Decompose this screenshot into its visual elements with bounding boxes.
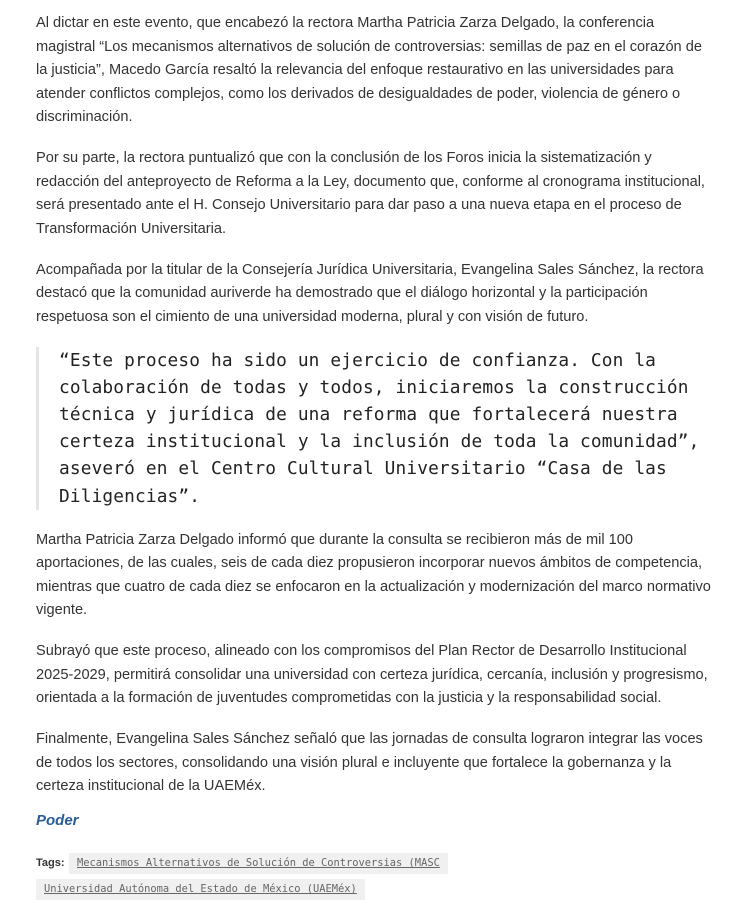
article-paragraph: Al dictar en este evento, que encabezó la rectora Martha Patricia Zarza Delgado, la conferencia magistral “Los mecanismos alternativos de solución de controversias: semillas de paz en el corazón de la justicia”, Macedo García resaltó la relevancia del enfoque restaurativo en las universidades para atender conflictos complejos, como los derivados de desigualdades de poder, violencia de género o discriminación. [36,15,702,125]
article-paragraph: Finalmente, Evangelina Sales Sánchez señaló que las jornadas de consulta lograron integrar las voces de todos los sectores, consolidando una visión plural e incluyente que fortalece la gobernanza y la certeza institucional de la UAEMéx. [36,731,703,795]
pull-quote-text: “Este proceso ha sido un ejercicio de confianza. Con la colaboración de todas y todos, iniciaremos la construcción técnica y jurídica de una reforma que fortalecerá nuestra certeza institucional y la inclusión de toda la comunidad”, aseveró en el Centro Cultural Universitario “Casa de las Diligencias”. [59,349,700,507]
article-paragraph: Martha Patricia Zarza Delgado informó que durante la consulta se recibieron más de mil 100 aportaciones, de las cuales, seis de cada diez propusieron incorporar nuevos ámbitos de competencia, mientras que cuatro de cada diez se enfocaron en la actualización y modernización del marco normativo vigente. [36,531,711,619]
article-paragraph: Subrayó que este proceso, alineado con los compromisos del Plan Rector de Desarrollo Institucional 2025-2029, permitirá consolidar una universidad con certeza jurídica, cercanía, inclusión y progresismo, orientada a la formación de juventudes comprometidas con la justicia y la responsabilidad social. [36,643,708,707]
tag-link[interactable]: Mecanismos Alternativos de Solución de Controversias (MASC [69,853,448,874]
article-body [36,12,716,816]
article-paragraph: Por su parte, la rectora puntualizó que con la conclusión de los Foros inicia la sistematización y redacción del anteproyecto de Reforma a la Ley, documento que, conforme al cronograma institucional, será presentado ante el H. Consejo Universitario para dar paso a una nueva etapa en el proceso de Transformación Universitaria. [36,150,705,237]
category-link[interactable]: Poder [36,812,79,829]
tags-label: Tags: [36,857,65,869]
article-paragraph: Acompañada por la titular de la Consejería Jurídica Universitaria, Evangelina Sales Sánchez, la rectora destacó que la comunidad auriverde ha demostrado que el diálogo horizontal y la participación respetuosa son el cimiento de una universidad moderna, plural y con visión de futuro. [36,261,704,325]
tag-link[interactable]: Universidad Autónoma del Estado de México (UAEMéx) [36,879,365,900]
pull-quote [36,347,716,510]
